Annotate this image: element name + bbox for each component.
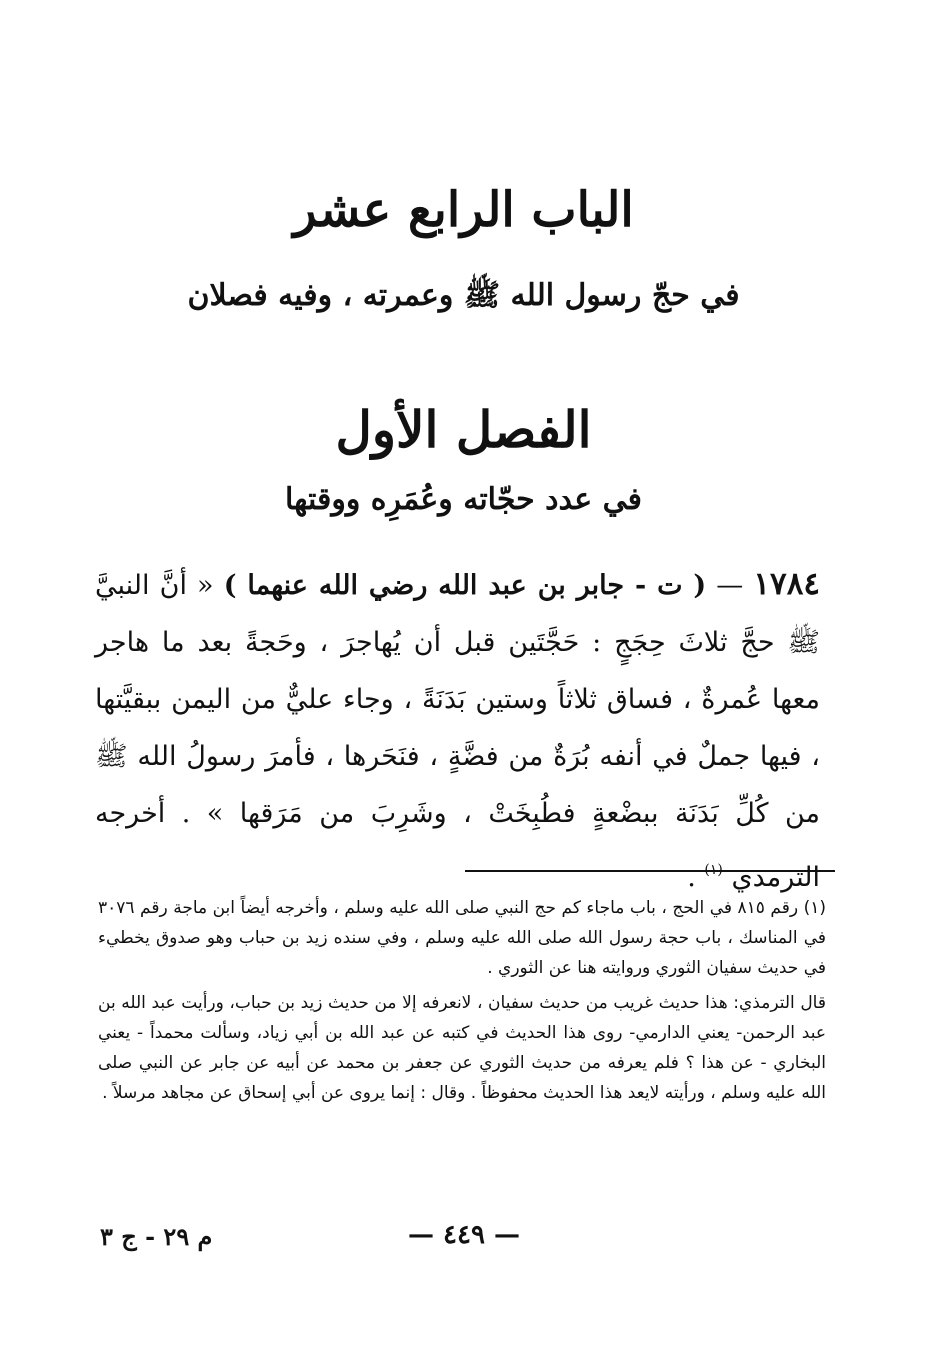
footnote-1: (١) رقم ٨١٥ في الحج ، باب ماجاء كم حج النبي صلى الله عليه وسلم ، وأخرجه أيضاً ابن ماجة رقم ٣٠٧٦ في المناسك ، باب حجة رسول الله صلى الله عليه وسلم ، وفي سنده زيد بن حباب وهو صدوق يخطيء في حديث سفيان الثوري وروايته هنا عن الثوري .	[98, 898, 826, 978]
footnote-reference[interactable]: (١)	[704, 862, 723, 878]
footnotes	[98, 893, 826, 1108]
hadith-paragraph	[95, 556, 820, 906]
hadith-narrator: ( ت - جابر بن عبد الله رضي الله عنهما )	[223, 570, 707, 601]
section-title: الفصل الأول	[335, 400, 592, 459]
hadith-dash: —	[706, 570, 754, 601]
chapter-title: الباب الرابع عشر	[293, 182, 634, 238]
chapter-subtitle: في حجّ رسول الله ﷺ وعمرته ، وفيه فصلان	[187, 278, 740, 313]
page-footer	[100, 1215, 828, 1259]
footnote-divider	[465, 870, 835, 872]
hadith-number: ١٧٨٤	[753, 566, 821, 602]
printer-signature: م ٢٩ - ج ٣	[100, 1222, 213, 1251]
hadith-end: .	[687, 862, 705, 893]
hadith-text: « أنَّ النبيَّ ﷺ حجَّ ثلاثَ حِجَجٍ : حَجَّتَين قبل أن يُهاجرَ ، وحَجةً بعد ما هاجر معها عُمرةٌ ، فساق ثلاثاً وستين بَدَنَةً ، وجاء عليٌّ من اليمن ببقيَّتها ، فيها جملٌ في أنفه بُرَةٌ من فضَّةٍ ، فنَحَرها ، فأمرَ رسولُ الله ﷺ من كُلِّ بَدَنَة ببضْعةٍ فطُبِخَتْ ، وشَرِبَ من مَرَقها » . أخرجه الترمذي	[95, 570, 820, 893]
page-number: — ٤٤٩ —	[407, 1220, 521, 1250]
footnote-1-continued: قال الترمذي: هذا حديث غريب من حديث سفيان ، لانعرفه إلا من حديث زيد بن حباب، ورأيت عبد الله بن عبد الرحمن- يعني الدارمي- روى هذا الحديث في كتبه عن عبد الله بن أبي زياد، وسألت محمداً - يعني البخاري - عن هذا ؟ فلم يعرفه من حديث الثوري عن جعفر بن محمد عن أبيه عن جابر عن النبي صلى الله عليه وسلم ، ورأيته لايعد هذا الحديث محفوظاً . وقال : إنما يروى عن أبي إسحاق عن مجاهد مرسلاً .	[98, 993, 826, 1103]
section-subtitle: في عدد حجّاته وعُمَرِه ووقتها	[285, 482, 642, 517]
